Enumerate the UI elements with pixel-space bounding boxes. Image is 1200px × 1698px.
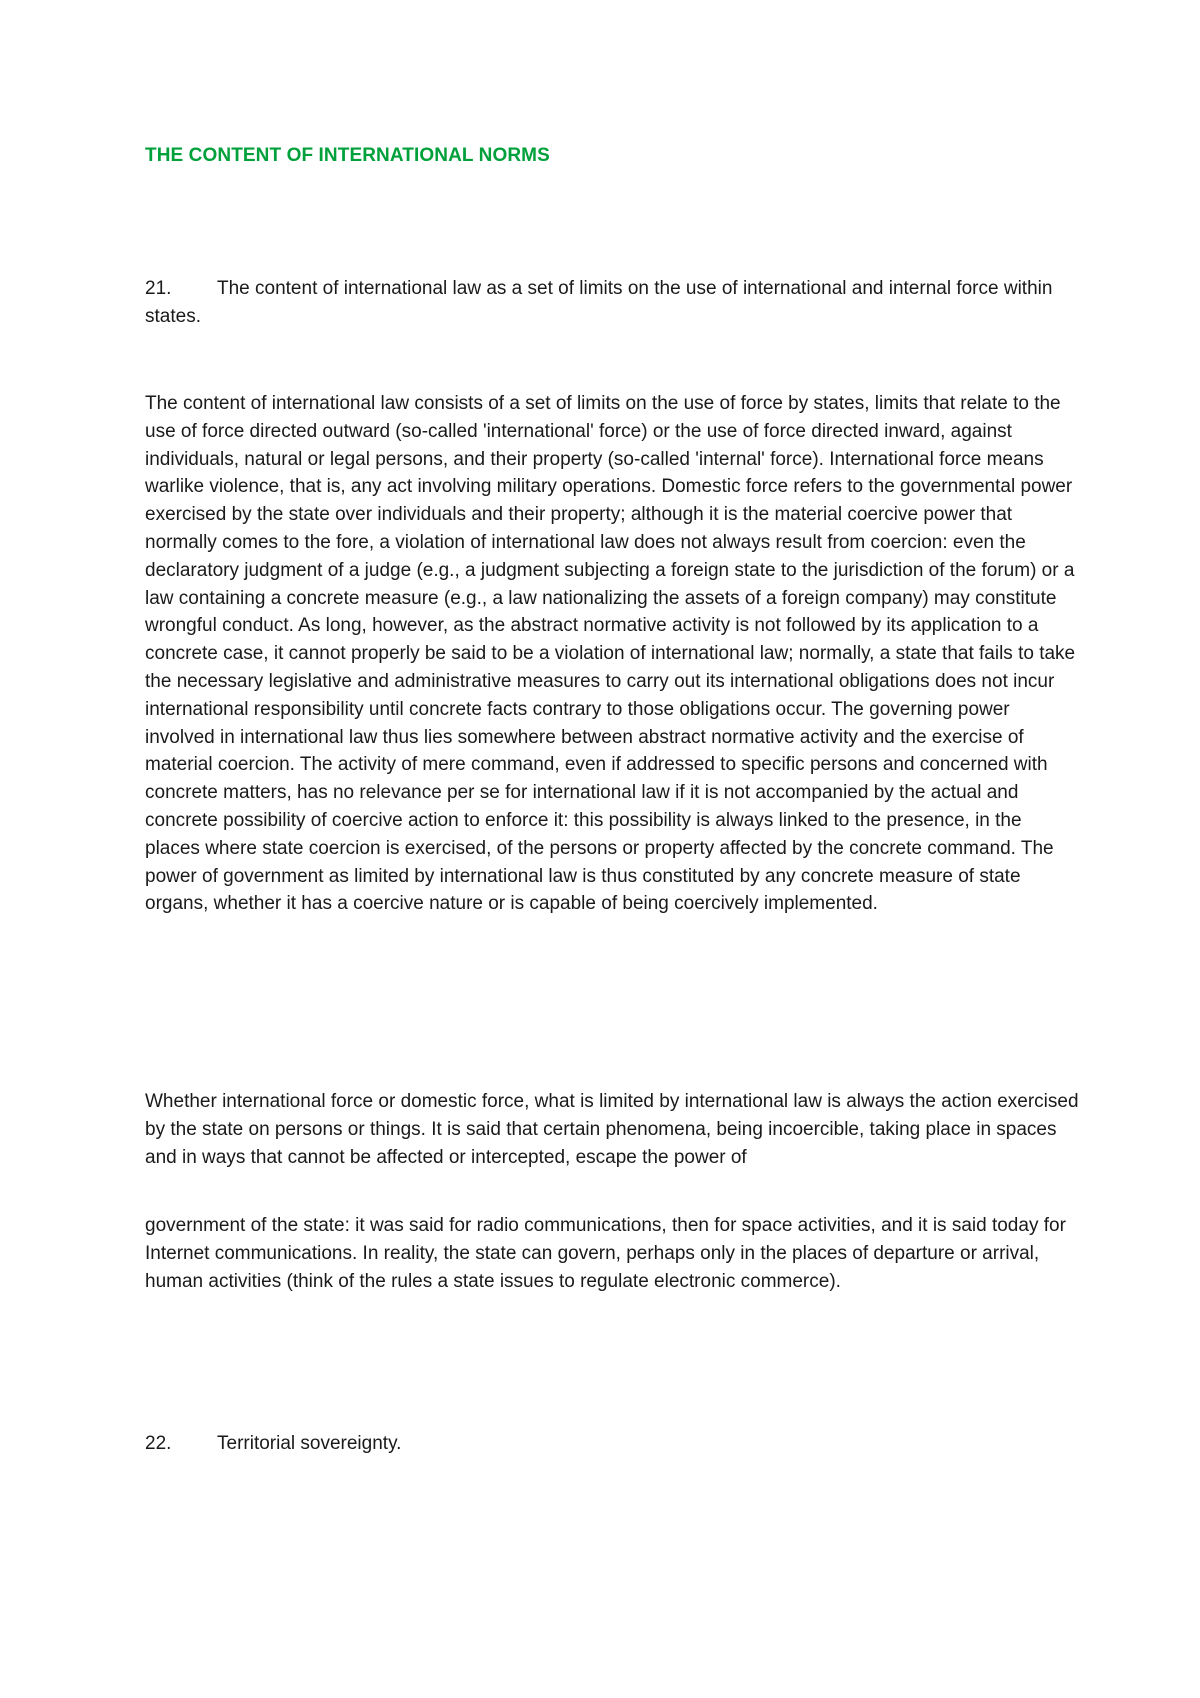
section-21-number: 21. [145, 278, 172, 299]
section-22-number: 22. [145, 1433, 172, 1454]
document-heading: THE CONTENT OF INTERNATIONAL NORMS [145, 145, 550, 166]
section-21-heading [145, 275, 1065, 331]
section-21-title: The content of international law as a set of limits on the use of international and internal force within states. [145, 278, 1053, 327]
paragraph-3: government of the state: it was said for radio communications, then for space activities, and it is said today for Internet communications. In reality, the state can govern, perhaps only in the places of departure or arrival, human activities (think of the rules a state issues to regulate electronic commerce). [145, 1215, 1066, 1292]
paragraph-1: The content of international law consists of a set of limits on the use of force by states, limits that relate to the use of force directed outward (so-called 'international' force) or the use of force directed inward, against individuals, natural or legal persons, and their property (so-called 'internal' force). International force means warlike violence, that is, any act involving military operations. Domestic force refers to the governmental power exercised by the state over individuals and their property; although it is the material coercive power that normally comes to the fore, a violation of international law does not always result from coercion: even the declaratory judgment of a judge (e.g., a judgment subjecting a foreign state to the jurisdiction of the forum) or a law containing a concrete measure (e.g., a law nationalizing the assets of a foreign company) may constitute wrongful conduct. As long, however, as the abstract normative activity is not followed by its application to a concrete case, it cannot properly be said to be a violation of international law; normally, a state that fails to take the necessary legislative and administrative measures to carry out its international obligations does not incur international responsibility until concrete facts contrary to those obligations occur. The governing power involved in international law thus lies somewhere between abstract normative activity and the exercise of material coercion. The activity of mere command, even if addressed to specific persons and concerned with concrete matters, has no relevance per se for international law if it is not accompanied by the actual and concrete possibility of coercive action to enforce it: this possibility is always linked to the presence, in the places where state coercion is exercised, of the persons or property affected by the concrete command. The power of government as limited by international law is thus constituted by any concrete measure of state organs, whether it has a coercive nature or is capable of being coercively implemented. [145, 393, 1076, 915]
section-22-title: Territorial sovereignty. [217, 1433, 402, 1454]
paragraph-2: Whether international force or domestic force, what is limited by international law is always the action exercised by the state on persons or things. It is said that certain phenomena, being incoercible, taking place in spaces and in ways that cannot be affected or intercepted, escape the power of [145, 1091, 1079, 1168]
section-22-heading [145, 1430, 1065, 1458]
